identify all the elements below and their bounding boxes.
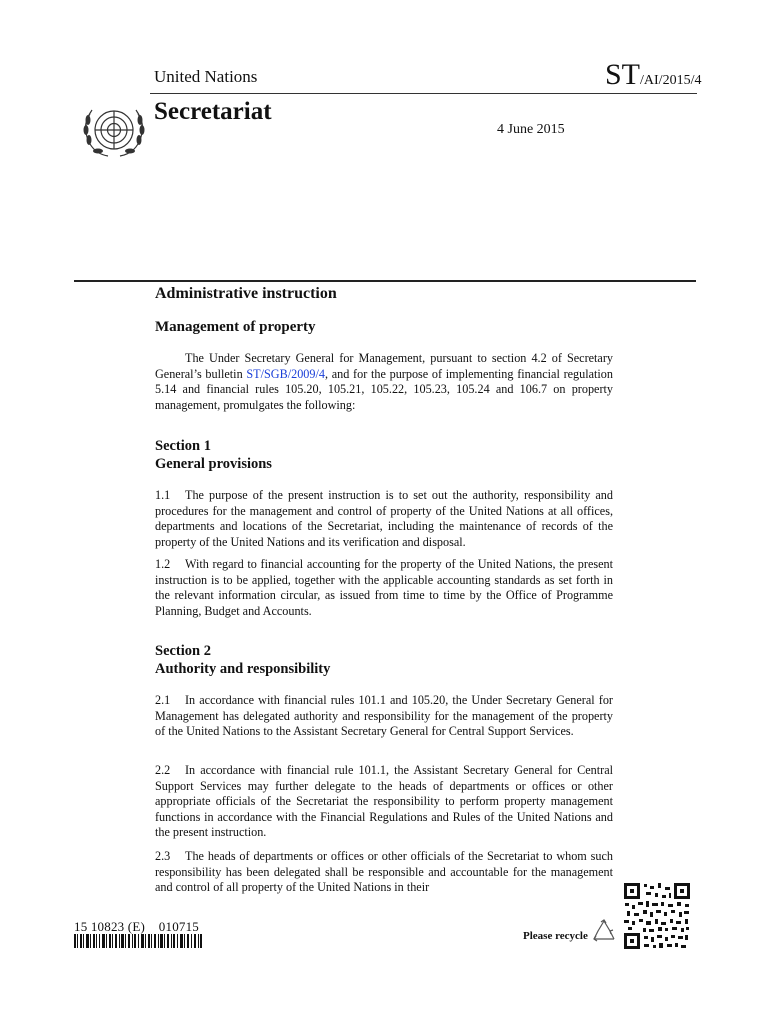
- secretariat-heading: Secretariat: [154, 98, 272, 125]
- header-divider: [150, 93, 697, 94]
- intro-text-start: The Under Secretary General for Management, pursuant to section 4.2 of Secretary General’s bulletin: [155, 351, 613, 381]
- paragraph-1-2: [155, 557, 613, 619]
- section-1-heading: [155, 437, 272, 473]
- organization-name: United Nations: [154, 67, 258, 86]
- paragraph-2-3: [155, 849, 613, 896]
- intro-paragraph: [155, 351, 613, 413]
- paragraph-text: In accordance with financial rules 101.1 and 105.20, the Under Secretary General for Management has delegated authority and responsibility for the management of the property of the United Nations to the Assistant Secretary General for Central Support Services.: [155, 693, 613, 739]
- intro-text-end: , and for the purpose of implementing financial regulation 5.14 and financial rules 105.20, 105.21, 105.22, 105.23, 105.24 and 106.7 on property management, promulgates the following:: [155, 366, 613, 412]
- qr-code-icon: [622, 881, 692, 951]
- section-2-label: Section 2: [155, 643, 211, 659]
- barcode-icon: [74, 934, 202, 948]
- title-divider: [74, 280, 696, 282]
- section-1-label: Section 1: [155, 438, 211, 454]
- recycle-label: Please recycle: [523, 930, 588, 942]
- paragraph-text: In accordance with financial rule 101.1, the Assistant Secretary General for Central Support Services may further delegate to the heads of departments or offices or other appropriate officials of the Secretariat the responsibility to perform property management functions in accordance with the Financial Regulations and Rules of the United Nations and the present instruction.: [155, 763, 613, 840]
- bulletin-link[interactable]: ST/SGB/2009/4: [246, 366, 325, 381]
- paragraph-text: The purpose of the present instruction is to set out the authority, responsibility and procedures for the management and control of property of the United Nations at all offices, departments and locations of the Secretariat, including the maintenance of records of the property of the United Nations and its verification and disposal.: [155, 488, 613, 549]
- document-symbol: [605, 58, 701, 92]
- section-2-title: Authority and responsibility: [155, 661, 331, 677]
- paragraph-2-2: [155, 763, 613, 841]
- symbol-prefix: ST: [605, 58, 641, 91]
- paragraph-2-1: [155, 693, 613, 740]
- document-job-number: 15 10823 (E) 010715: [74, 919, 199, 934]
- un-emblem-icon: [78, 98, 150, 164]
- paragraph-number: 2.3: [155, 849, 171, 863]
- paragraph-text: The heads of departments or offices or other officials of the Secretariat to whom such responsibility has been delegated shall be responsible and accountable for the management and control of all property of the United Nations in their: [155, 849, 613, 895]
- recycle-icon: [590, 918, 618, 944]
- paragraph-1-1: [155, 488, 613, 550]
- paragraph-text: With regard to financial accounting for the property of the United Nations, the present instruction is to be applied, together with the applicable accounting standards as set forth in the relevant information circular, as issued from time to time by the Office of Programme Planning, Budget and Accounts.: [155, 557, 613, 618]
- paragraph-number: 2.1: [155, 693, 171, 707]
- section-2-heading: [155, 642, 330, 678]
- section-1-title: General provisions: [155, 456, 272, 472]
- paragraph-number: 1.1: [155, 488, 171, 502]
- symbol-suffix: /AI/2015/4: [640, 73, 702, 88]
- paragraph-number: 2.2: [155, 763, 171, 777]
- paragraph-number: 1.2: [155, 557, 171, 571]
- document-type: Administrative instruction: [155, 285, 337, 302]
- document-title: Management of property: [155, 319, 316, 335]
- document-date: 4 June 2015: [497, 122, 565, 137]
